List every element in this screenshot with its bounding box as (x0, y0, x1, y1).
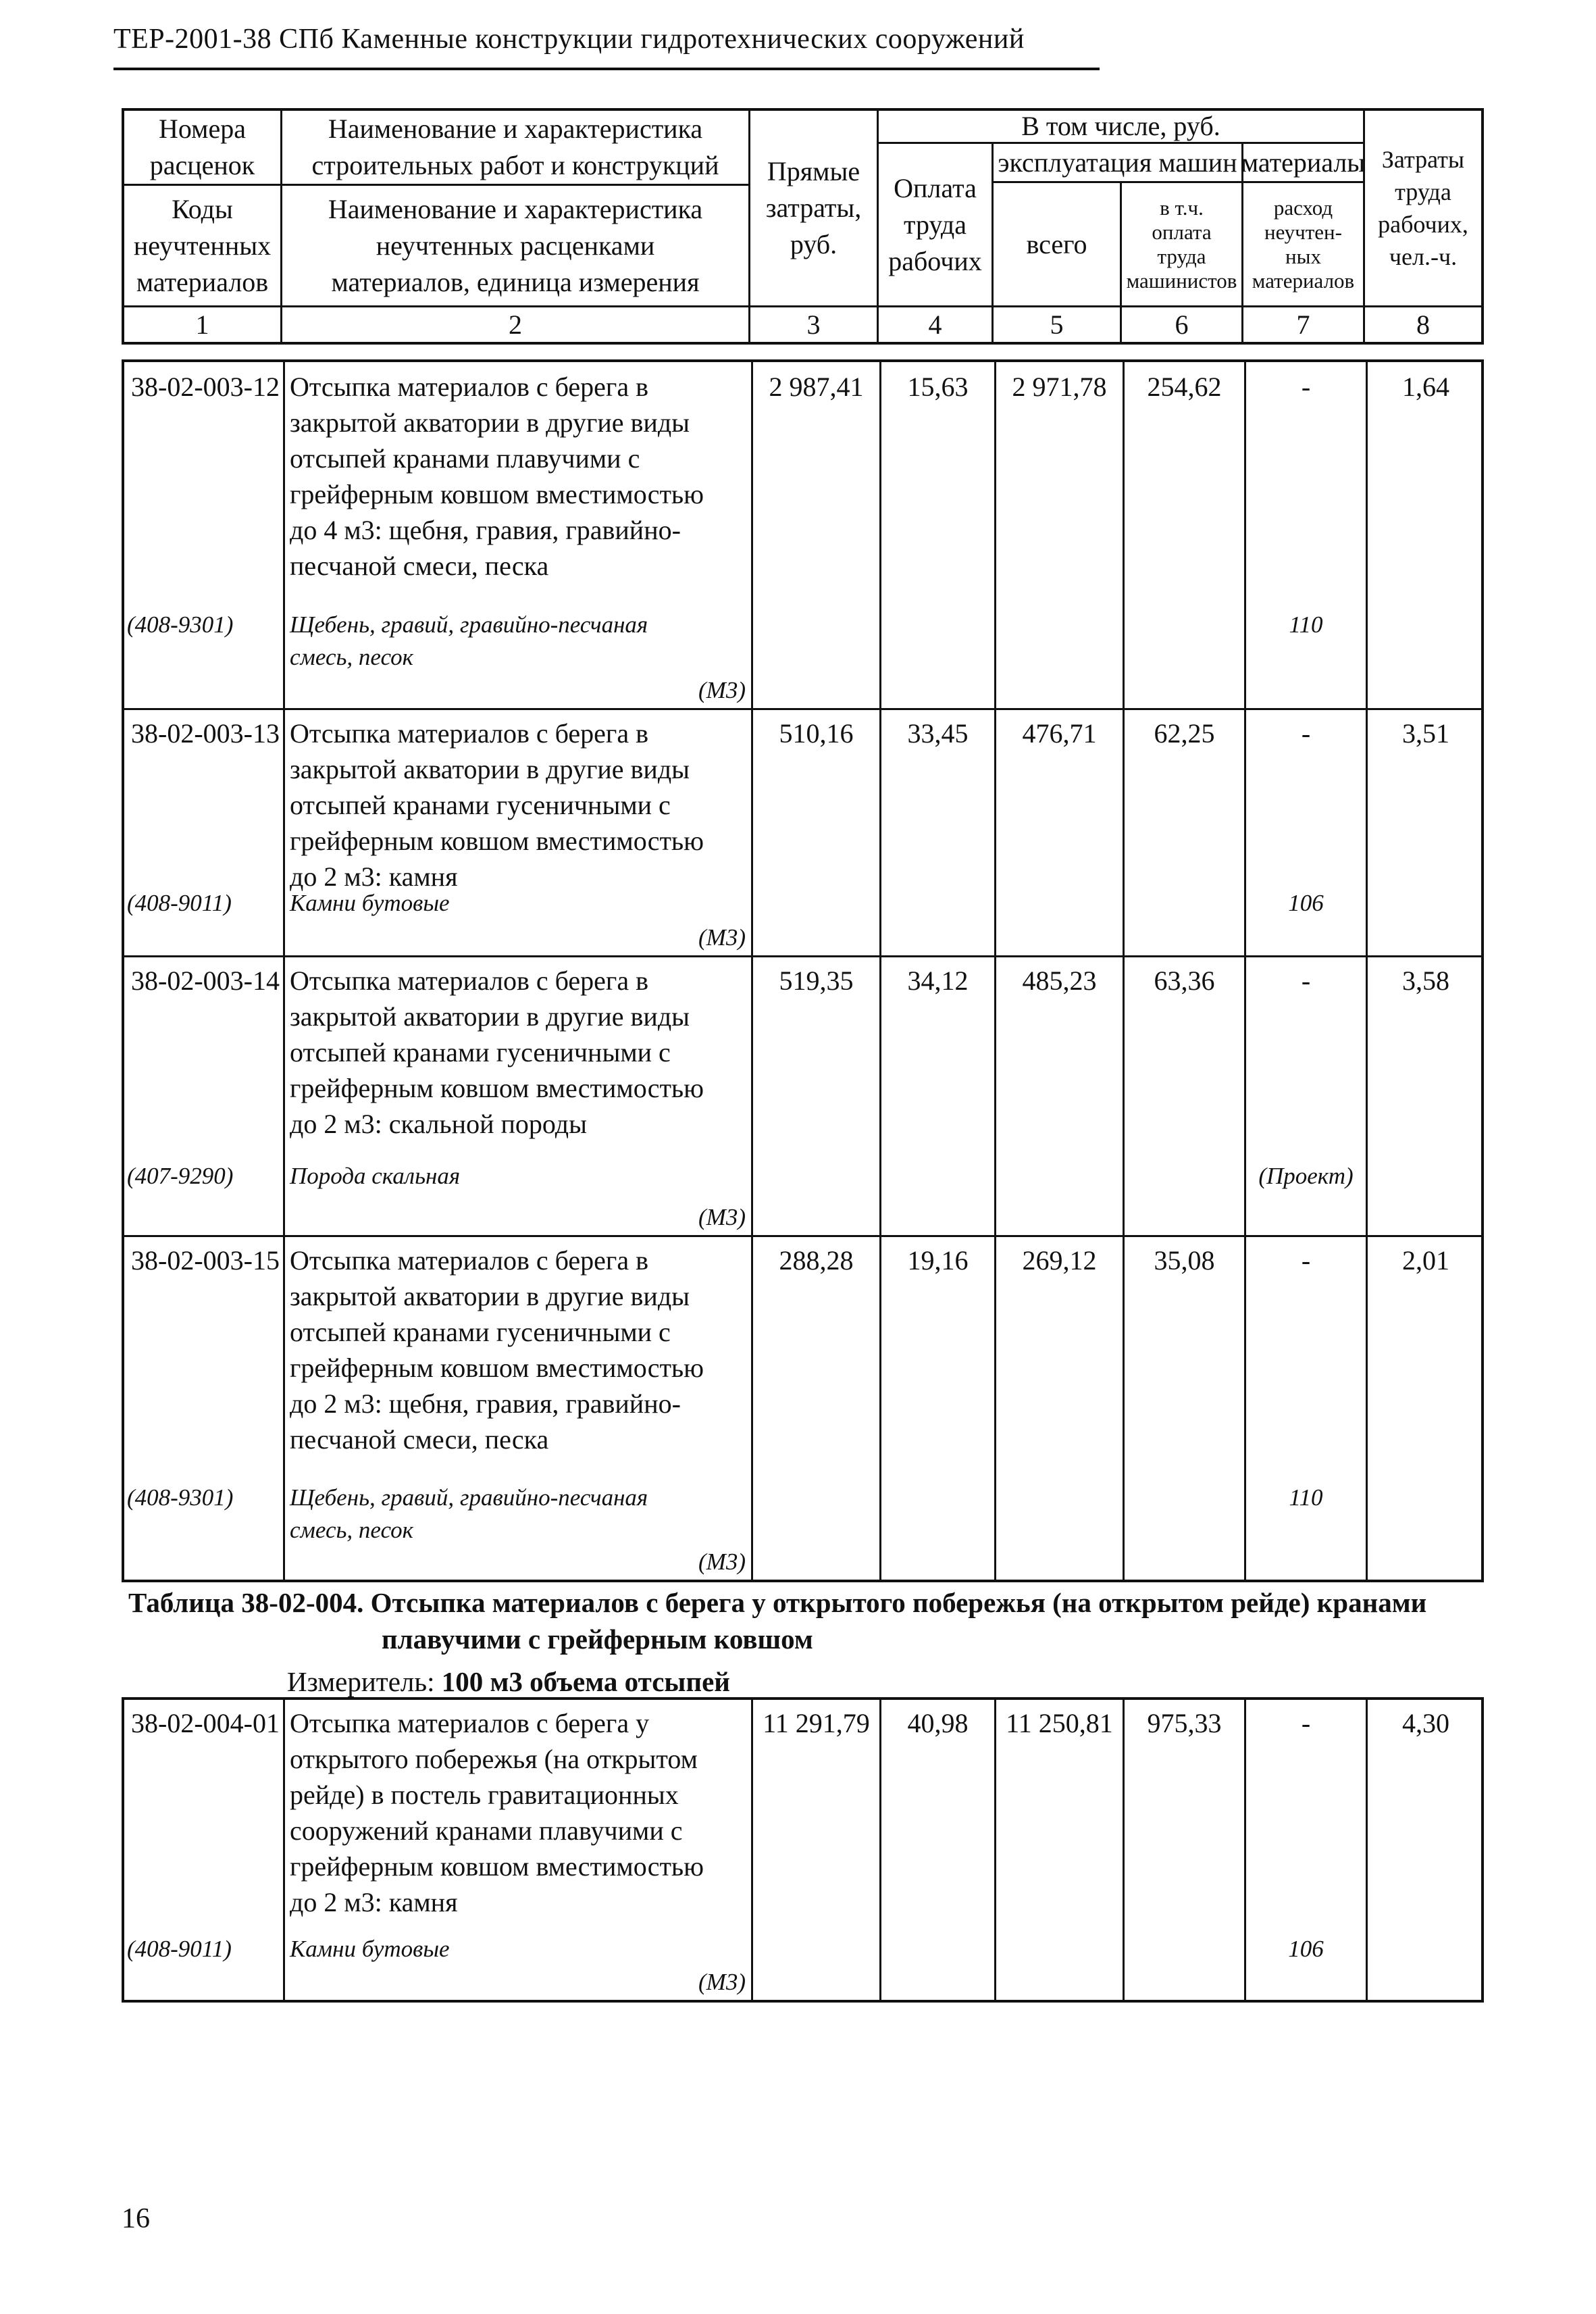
labor-hours: 3,51 (1402, 718, 1449, 749)
machines-total: 485,23 (1022, 965, 1097, 996)
header-divider (113, 68, 1100, 70)
labor-hours: 4,30 (1402, 1708, 1449, 1738)
labor-pay: 34,12 (907, 965, 969, 996)
header-labor-hours: Затраты труда рабочих, чел.-ч. (1378, 146, 1468, 270)
column-number-4: 4 (928, 309, 942, 340)
labor-hours: 2,01 (1402, 1245, 1449, 1276)
column-number-6: 6 (1175, 309, 1189, 340)
material-quantity: 106 (1288, 1936, 1324, 1962)
table-row (124, 362, 1481, 708)
materials-value: - (1301, 965, 1311, 996)
machines-total: 269,12 (1022, 1245, 1097, 1276)
material-code: (408-9011) (127, 1936, 232, 1962)
material-quantity: (Проект) (1258, 1163, 1354, 1189)
material-name: Щебень, гравий, гравийно-песчаная смесь, песок (290, 611, 648, 670)
rates-table-2 (122, 1697, 1484, 2003)
labor-pay: 33,45 (907, 718, 969, 749)
rate-code: 38-02-003-15 (131, 1245, 280, 1276)
material-quantity: 110 (1289, 611, 1323, 638)
header-machinist-pay: в т.ч. оплата труда машинистов (1126, 195, 1237, 293)
table-row (124, 957, 1481, 1235)
header-group-label: В том числе, руб. (1021, 111, 1220, 141)
header-machines-total: всего (1026, 228, 1087, 259)
work-description: Отсыпка материалов с берега в закрытой акватории в другие виды отсыпей кранами гусеничными с грейферным ковшом вместимостью до 2 м3: щебня, гравия, гравийно- песчаной смеси, песка (290, 1245, 704, 1455)
column-number-8: 8 (1416, 309, 1430, 340)
rate-code: 38-02-004-01 (131, 1708, 280, 1738)
machinist-pay: 254,62 (1147, 372, 1222, 402)
rate-code: 38-02-003-12 (131, 372, 280, 402)
table-row (124, 1237, 1481, 1582)
machinist-pay: 975,33 (1147, 1708, 1222, 1738)
column-number-5: 5 (1050, 309, 1064, 340)
material-name: Порода скальная (290, 1163, 461, 1189)
header-labor-pay: Оплата труда рабочих (888, 172, 982, 276)
header-machines-label: эксплуатация машин (998, 147, 1237, 178)
material-code: (407-9290) (127, 1163, 234, 1189)
table-row (124, 1700, 1481, 2003)
machines-total: 11 250,81 (1006, 1708, 1113, 1738)
work-description: Отсыпка материалов с берега у открытого побережья (на открытом рейде) в постель гравитационных сооружений кранами плавучими с грейферным ковшом вместимостью до 2 м3: камня (290, 1708, 704, 1917)
column-header (122, 108, 1484, 345)
machinist-pay: 35,08 (1154, 1245, 1215, 1276)
material-quantity: 106 (1288, 890, 1324, 916)
labor-pay: 40,98 (907, 1708, 969, 1738)
column-number-1: 1 (195, 309, 209, 340)
materials-value: - (1301, 1245, 1311, 1276)
column-number-3: 3 (806, 309, 821, 340)
rate-code: 38-02-003-14 (131, 965, 280, 996)
page-number: 16 (122, 2203, 150, 2234)
material-name: Камни бутовые (290, 1936, 450, 1962)
labor-hours: 3,58 (1402, 965, 1449, 996)
header-materials-label: материалы (1241, 147, 1366, 178)
material-unit: (М3) (698, 1969, 746, 1995)
rate-code: 38-02-003-13 (131, 718, 280, 749)
table-caption-line-2: плавучими с грейферным ковшом (382, 1624, 813, 1655)
materials-value: - (1301, 1708, 1311, 1738)
material-name: Щебень, гравий, гравийно-песчаная смесь, песок (290, 1484, 648, 1543)
column-number-2: 2 (509, 309, 522, 340)
header-code-label: Номера расценок (149, 114, 255, 180)
direct-costs: 2 987,41 (769, 372, 864, 402)
material-quantity: 110 (1289, 1484, 1323, 1511)
work-description: Отсыпка материалов с берега в закрытой акватории в другие виды отсыпей кранами гусеничными с грейферным ковшом вместимостью до 2 м3: камня (290, 718, 704, 892)
labor-hours: 1,64 (1402, 372, 1449, 402)
header-material-usage: расход неучтен- ных материалов (1252, 195, 1355, 293)
rates-table (122, 359, 1484, 1582)
machinist-pay: 63,36 (1154, 965, 1215, 996)
material-code: (408-9301) (127, 1484, 234, 1511)
header-material-name-label: Наименование и характеристика неучтенных расценками материалов, единица измерения (328, 193, 703, 297)
direct-costs: 519,35 (779, 965, 854, 996)
work-description: Отсыпка материалов с берега в закрытой акватории в другие виды отсыпей кранами гусеничными с грейферным ковшом вместимостью до 2 м3: скальной породы (290, 965, 704, 1139)
table-caption-line-1: Таблица 38-02-004. Отсыпка материалов с берега у открытого побережья (на открытом рейде) кранами (128, 1587, 1427, 1618)
column-number-7: 7 (1296, 309, 1310, 340)
header-direct-costs: Прямые затраты, руб. (765, 156, 862, 259)
materials-value: - (1301, 718, 1311, 749)
direct-costs: 288,28 (779, 1245, 854, 1276)
material-unit: (М3) (698, 1549, 746, 1575)
machines-total: 476,71 (1022, 718, 1097, 749)
labor-pay: 15,63 (907, 372, 969, 402)
labor-pay: 19,16 (907, 1245, 969, 1276)
material-unit: (М3) (698, 1204, 746, 1230)
material-code: (408-9011) (127, 890, 232, 916)
material-code: (408-9301) (127, 611, 234, 638)
header-material-code-label: Коды неучтенных материалов (133, 193, 272, 297)
direct-costs: 510,16 (779, 718, 854, 749)
machinist-pay: 62,25 (1154, 718, 1215, 749)
work-description: Отсыпка материалов с берега в закрытой акватории в другие виды отсыпей кранами плавучими с грейферным ковшом вместимостью до 4 м3: щебня, гравия, гравийно- песчаной смеси, песка (290, 372, 704, 581)
direct-costs: 11 291,79 (763, 1708, 870, 1738)
header-work-name-label: Наименование и характеристика строительных работ и конструкций (311, 114, 719, 180)
material-name: Камни бутовые (290, 890, 450, 916)
document-title: ТЕР-2001-38 СПб Каменные конструкции гидротехнических сооружений (113, 24, 1025, 55)
table-row (124, 710, 1481, 955)
table-measure: Измеритель: 100 м3 объема отсыпей (287, 1666, 730, 1697)
material-unit: (М3) (698, 924, 746, 951)
machines-total: 2 971,78 (1012, 372, 1107, 402)
materials-value: - (1301, 372, 1311, 402)
material-unit: (М3) (698, 677, 746, 703)
